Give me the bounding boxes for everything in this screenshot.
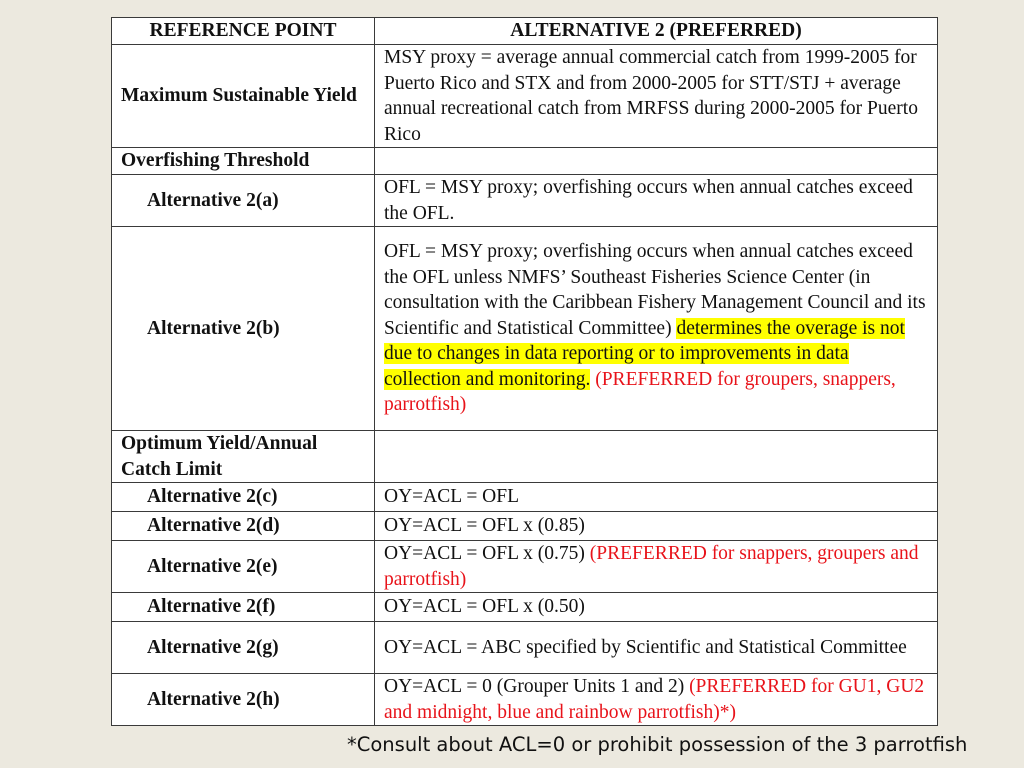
alt-2b-preferred-note: (PREFERRED for groupers, snappers, parrotfish) xyxy=(384,368,896,416)
row-desc-alt-2a: OFL = MSY proxy; overfishing occurs when annual catches exceed the OFL. xyxy=(375,175,938,227)
table-row xyxy=(112,227,938,431)
row-label-alt-2a: Alternative 2(a) xyxy=(112,175,375,227)
row-desc-alt-2f: OY=ACL = OFL x (0.50) xyxy=(375,593,938,622)
row-desc-alt-2d: OY=ACL = OFL x (0.85) xyxy=(375,512,938,541)
row-label-msy: Maximum Sustainable Yield xyxy=(112,45,375,148)
table-row xyxy=(112,45,938,148)
alt-2e-text: OY=ACL = OFL x (0.75) xyxy=(384,543,590,564)
row-label-alt-2c: Alternative 2(c) xyxy=(112,483,375,512)
row-label-alt-2f: Alternative 2(f) xyxy=(112,593,375,622)
alt-2e-preferred-note: (PREFERRED for snappers, groupers and parrotfish) xyxy=(384,543,919,590)
row-label-alt-2b: Alternative 2(b) xyxy=(112,227,375,431)
footnote: *Consult about ACL=0 or prohibit possession of the 3 parrotfish xyxy=(347,733,968,756)
reference-point-table xyxy=(111,17,938,726)
row-desc-oy-acl xyxy=(375,431,938,483)
table-row xyxy=(112,148,938,175)
row-desc-alt-2e xyxy=(375,541,938,593)
row-label-oy-acl: Optimum Yield/Annual Catch Limit xyxy=(112,431,375,483)
row-label-overfishing-threshold: Overfishing Threshold xyxy=(112,148,375,175)
row-desc-alt-2g: OY=ACL = ABC specified by Scientific and Statistical Committee xyxy=(375,622,938,674)
table-row xyxy=(112,593,938,622)
row-desc-msy: MSY proxy = average annual commercial catch from 1999-2005 for Puerto Rico and STX and from 2000-2005 for STT/STJ + average annual recreational catch from MRFSS during 2000-2005 for Puerto Rico xyxy=(375,45,938,148)
table-row xyxy=(112,622,938,674)
row-label-alt-2e: Alternative 2(e) xyxy=(112,541,375,593)
row-desc-alt-2b xyxy=(375,227,938,431)
row-desc-alt-2c: OY=ACL = OFL xyxy=(375,483,938,512)
row-label-alt-2d: Alternative 2(d) xyxy=(112,512,375,541)
header-reference-point: REFERENCE POINT xyxy=(112,18,375,45)
table-row xyxy=(112,512,938,541)
row-desc-overfishing-threshold xyxy=(375,148,938,175)
alt-2h-preferred-note: (PREFERRED for GU1, GU2 and midnight, blue and rainbow parrotfish)*) xyxy=(384,676,925,723)
table-header-row xyxy=(112,18,938,45)
row-label-alt-2g: Alternative 2(g) xyxy=(112,622,375,674)
table-row xyxy=(112,674,938,726)
table-row xyxy=(112,483,938,512)
header-alternative: ALTERNATIVE 2 (PREFERRED) xyxy=(375,18,938,45)
alt-2h-text: OY=ACL = 0 (Grouper Units 1 and 2) xyxy=(384,676,690,697)
table-row xyxy=(112,175,938,227)
alt-2b-highlighted-text: determines the overage is not due to changes in data reporting or to improvements in data collection and monitoring. xyxy=(384,317,905,390)
row-desc-alt-2h xyxy=(375,674,938,726)
table-row xyxy=(112,431,938,483)
alt-2b-text: OFL = MSY proxy; overfishing occurs when annual catches exceed the OFL unless NMFS’ Southeast Fisheries Science Center (in consultation with the Caribbean Fishery Management Council and its Scientific and Statistical Committee) xyxy=(384,241,926,339)
row-label-alt-2h: Alternative 2(h) xyxy=(112,674,375,726)
table-row xyxy=(112,541,938,593)
